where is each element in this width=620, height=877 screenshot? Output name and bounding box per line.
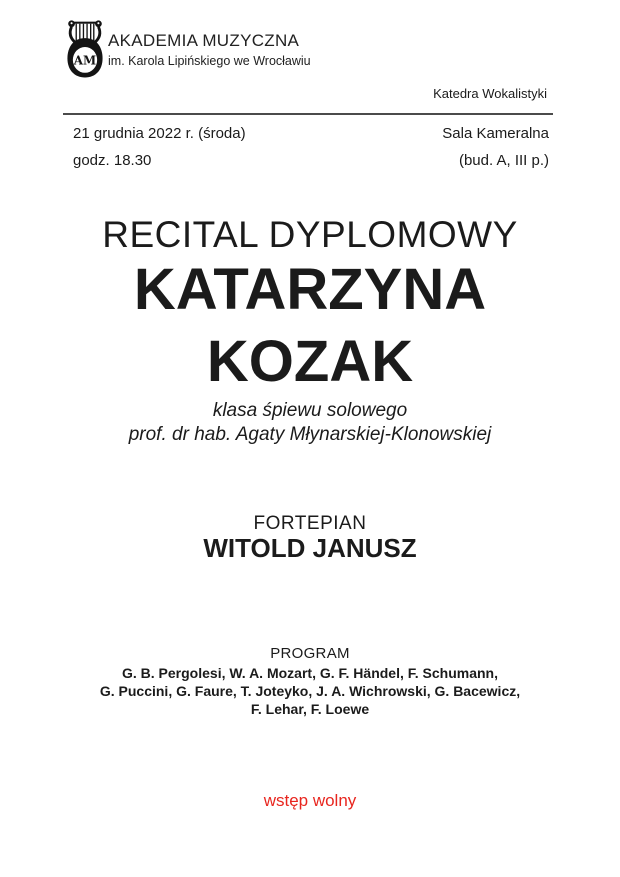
- accompanist-role: FORTEPIAN: [253, 513, 367, 534]
- program-composers: [0, 664, 620, 718]
- performer-last-name: KOZAK: [206, 329, 414, 394]
- department-name: Katedra Wokalistyki: [433, 86, 547, 101]
- lyre-icon: [59, 17, 111, 79]
- program-line: G. B. Pergolesi, W. A. Mozart, G. F. Händel, F. Schumann,: [122, 665, 498, 681]
- class-line-1: klasa śpiewu solowego: [212, 400, 408, 421]
- institution-name: AKADEMIA MUZYCZNA: [108, 31, 300, 50]
- recital-type-title: RECITAL DYPLOMOWY: [102, 214, 518, 255]
- event-venue: [442, 120, 549, 174]
- header-divider: [63, 113, 553, 115]
- institution-subtitle: im. Karola Lipińskiego we Wrocławiu: [108, 54, 311, 68]
- venue-name: Sala Kameralna: [442, 125, 549, 142]
- class-info: [0, 399, 620, 447]
- performer-first-name: KATARZYNA: [133, 257, 487, 322]
- program-line: G. Puccini, G. Faure, T. Joteyko, J. A. Wichrowski, G. Bacewicz,: [99, 683, 521, 699]
- event-time: godz. 18.30: [73, 152, 152, 169]
- venue-detail: (bud. A, III p.): [458, 152, 549, 169]
- program-line: F. Lehar, F. Loewe: [250, 701, 370, 717]
- academy-logo: [59, 17, 111, 79]
- class-line-2: prof. dr hab. Agaty Młynarskiej-Klonowskiej: [128, 424, 492, 445]
- event-date: 21 grudnia 2022 r. (środa): [73, 125, 246, 142]
- accompanist-name: WITOLD JANUSZ: [203, 533, 417, 563]
- event-date-time: [73, 120, 246, 174]
- program-heading: PROGRAM: [270, 645, 350, 662]
- admission-note: wstęp wolny: [263, 791, 357, 810]
- logo-monogram: AM: [73, 53, 97, 68]
